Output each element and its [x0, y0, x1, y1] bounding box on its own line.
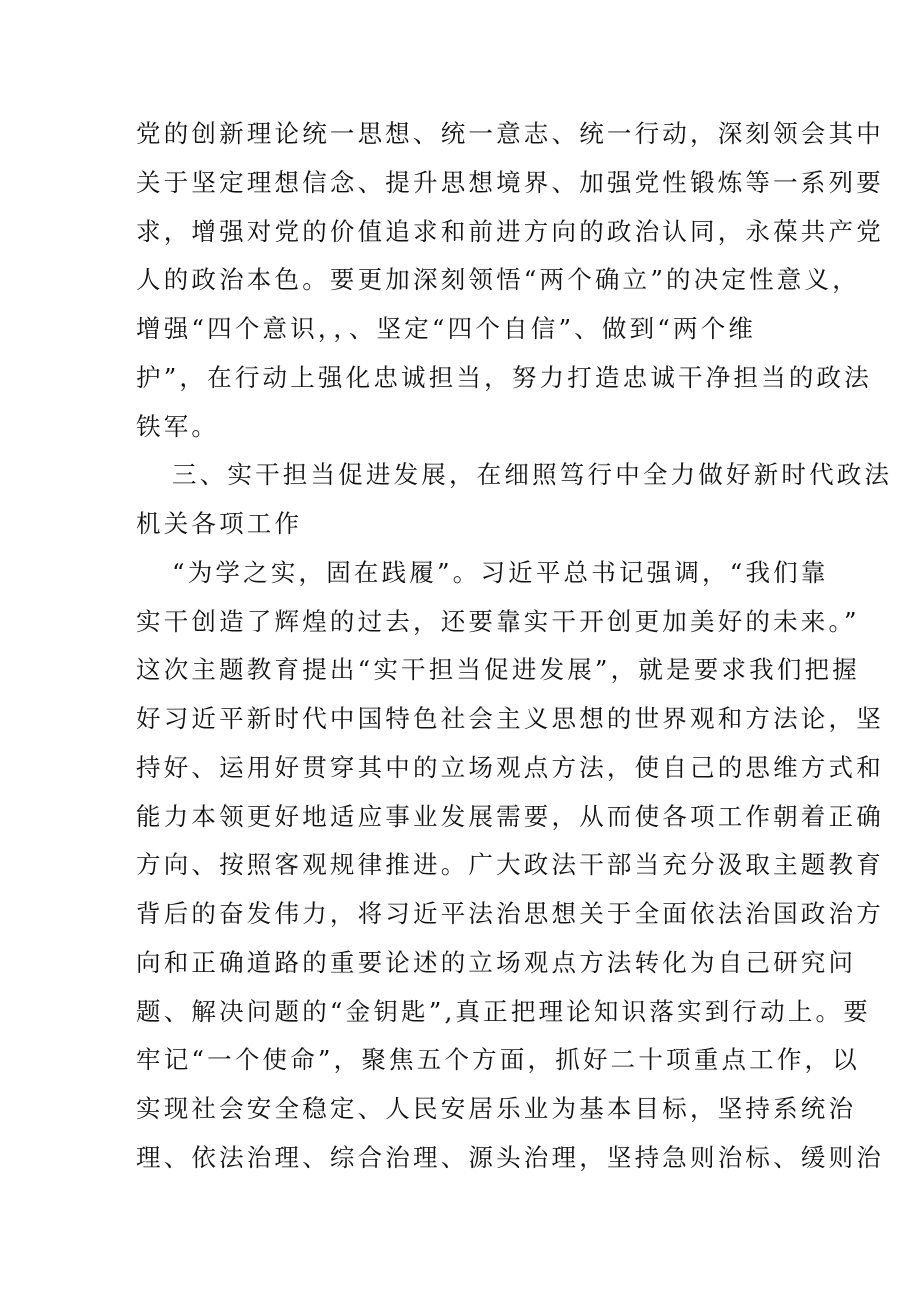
- text-line: 护”，在行动上强化忠诚担当，努力打造忠诚干净担当的政法: [136, 362, 872, 392]
- text-line: 关于坚定理想信念、提升思想境界、加强党性锻炼等一系列要: [136, 167, 884, 197]
- document-body: [136, 110, 893, 1183]
- section-heading-continuation: 机关各项工作: [136, 509, 303, 538]
- text-line: 题、解决问题的“金钥匙”,真正把理论知识落实到行动上。要: [136, 996, 871, 1026]
- text-line: 理、依法治理、综合治理、源头治理，坚持急则治标、缓则治: [136, 1142, 884, 1172]
- text-line: 求，增强对党的价值追求和前进方向的政治认同，永葆共产党: [136, 216, 884, 246]
- text-line: 这次主题教育提出“实干担当促进发展”，就是要求我们把握: [136, 655, 860, 685]
- text-line: 实现社会安全稳定、人民安居乐业为基本目标，坚持系统治: [136, 1094, 857, 1123]
- text-line: 实干创造了辉煌的过去，还要靠实干开创更加美好的未来。”: [136, 606, 860, 636]
- paragraph-start: “为学之实，固在践履”。习近平总书记强调，“我们靠: [172, 557, 829, 587]
- text-line: 持好、运用好贯穿其中的立场观点方法，使自己的思维方式和: [136, 752, 884, 782]
- text-line: 向和正确道路的重要论述的立场观点方法转化为自己研究问: [136, 947, 857, 977]
- text-line: 方向、按照客观规律推进。广大政法干部当充分汲取主题教育: [136, 850, 884, 880]
- text-line: 增强“四个意识，，、坚定“四个自信”、做到“两个维: [136, 314, 757, 343]
- text-line: 背后的奋发伟力，将习近平法治思想关于全面依法治国政治方: [136, 899, 884, 928]
- section-heading: 三、实干担当促进发展，在细照笃行中全力做好新时代政法: [172, 460, 893, 490]
- text-line: 牢记“一个使命”，聚焦五个方面，抓好二十项重点工作，以: [136, 1045, 860, 1075]
- text-line: 党的创新理论统一思想、统一意志、统一行动，深刻领会其中: [136, 119, 884, 148]
- text-line: 铁军。: [136, 411, 220, 441]
- text-line: 好习近平新时代中国特色社会主义思想的世界观和方法论，坚: [136, 704, 884, 733]
- text-line: 能力本领更好地适应事业发展需要，从而使各项工作朝着正确: [136, 801, 884, 831]
- text-line: 人的政治本色。要更加深刻领悟“两个确立”的决定性意义，: [136, 265, 860, 295]
